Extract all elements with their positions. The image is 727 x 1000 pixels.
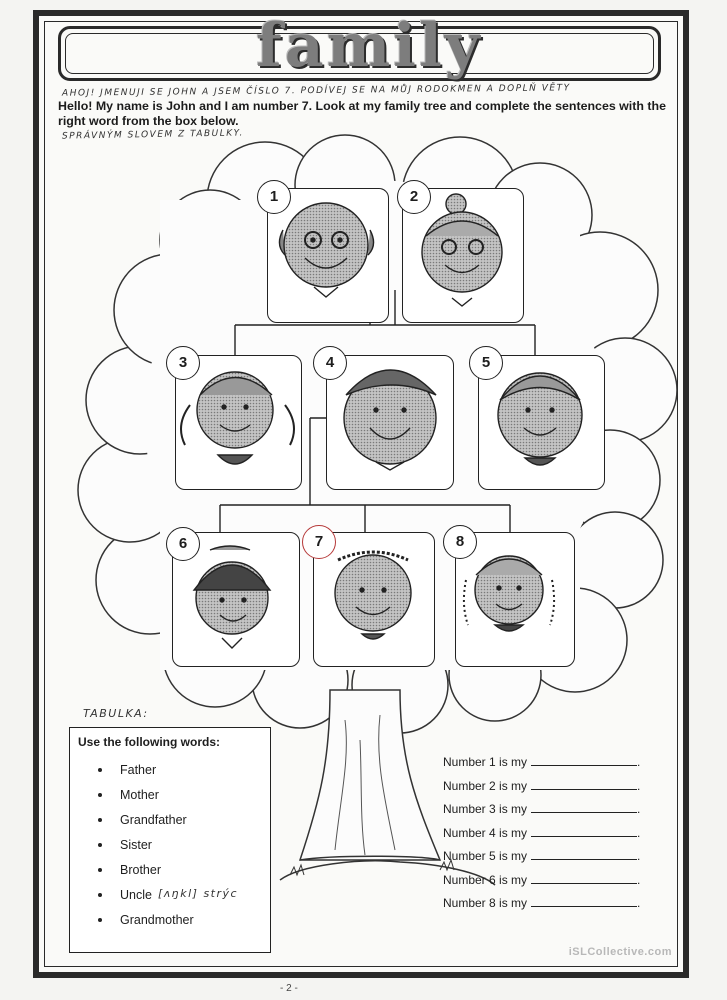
member-number-5: 5 bbox=[469, 346, 503, 380]
answer-blank-8[interactable] bbox=[531, 895, 637, 907]
handwritten-table-label: TABULKA: bbox=[83, 707, 149, 720]
john-face-icon bbox=[335, 552, 411, 639]
answer-blank-5[interactable] bbox=[531, 848, 637, 860]
page-number: - 2 - bbox=[280, 983, 298, 994]
member-number-7: 7 bbox=[302, 525, 336, 559]
brother-face-icon bbox=[194, 546, 270, 648]
sentence-6: Number 6 is my . bbox=[443, 872, 641, 887]
uncle-face-icon bbox=[498, 373, 582, 465]
member-number-8: 8 bbox=[443, 525, 477, 559]
sentence-5: Number 5 is my . bbox=[443, 849, 641, 863]
sentence-4: Number 4 is my . bbox=[443, 825, 641, 840]
sentence-3: Number 3 is my . bbox=[443, 802, 641, 816]
word-uncle-label: Uncle bbox=[120, 888, 152, 902]
sentence-8: Number 8 is my . bbox=[443, 896, 641, 910]
mother-face-icon bbox=[181, 372, 294, 464]
member-number-3: 3 bbox=[166, 346, 200, 380]
sentence-1: Number 1 is my . bbox=[443, 755, 641, 769]
handwritten-instruction-line1: AHOJ! JMENUJI SE JOHN A JSEM ČÍSLO 7. PODÍVEJ SE NA MŮJ RODOKMEN A DOPLŇ VĚTY bbox=[61, 83, 571, 99]
grandmother-face-icon bbox=[422, 194, 502, 306]
page-title: family bbox=[256, 11, 483, 81]
answer-blank-6[interactable] bbox=[531, 872, 637, 884]
word-brother: Brother bbox=[98, 862, 232, 887]
word-mother: Mother bbox=[98, 787, 232, 812]
word-father: Father bbox=[98, 762, 232, 787]
sentence-2: Number 2 is my . bbox=[443, 778, 641, 793]
grandfather-face-icon bbox=[279, 203, 373, 297]
word-grandmother: Grandmother bbox=[98, 912, 232, 937]
handwritten-instruction-line2: SPRÁVNÝM SLOVEM Z TABULKY. bbox=[61, 128, 244, 142]
footer-watermark: iSLCollective.com bbox=[568, 946, 672, 958]
answer-blank-3[interactable] bbox=[531, 801, 637, 813]
word-box bbox=[69, 727, 271, 953]
intro-text: Hello! My name is John and I am number 7. Look at my family tree and complete the sentences with the right word from the box below. bbox=[58, 99, 666, 128]
word-uncle bbox=[98, 887, 239, 912]
word-grandfather: Grandfather bbox=[98, 812, 232, 837]
answer-blank-1[interactable] bbox=[531, 754, 637, 766]
handwritten-uncle-note: [ʌŋkl] strýc bbox=[157, 887, 239, 900]
word-list bbox=[98, 762, 239, 937]
answer-blank-4[interactable] bbox=[531, 825, 637, 837]
member-number-4: 4 bbox=[313, 346, 347, 380]
word-box-title: Use the following words: bbox=[78, 735, 221, 749]
sentence-list bbox=[443, 754, 640, 919]
father-face-icon bbox=[344, 370, 436, 470]
member-number-2: 2 bbox=[397, 180, 431, 214]
word-sister: Sister bbox=[98, 837, 232, 862]
sister-face-icon bbox=[464, 556, 554, 631]
answer-blank-2[interactable] bbox=[531, 778, 637, 790]
member-number-1: 1 bbox=[257, 180, 291, 214]
member-number-6: 6 bbox=[166, 527, 200, 561]
